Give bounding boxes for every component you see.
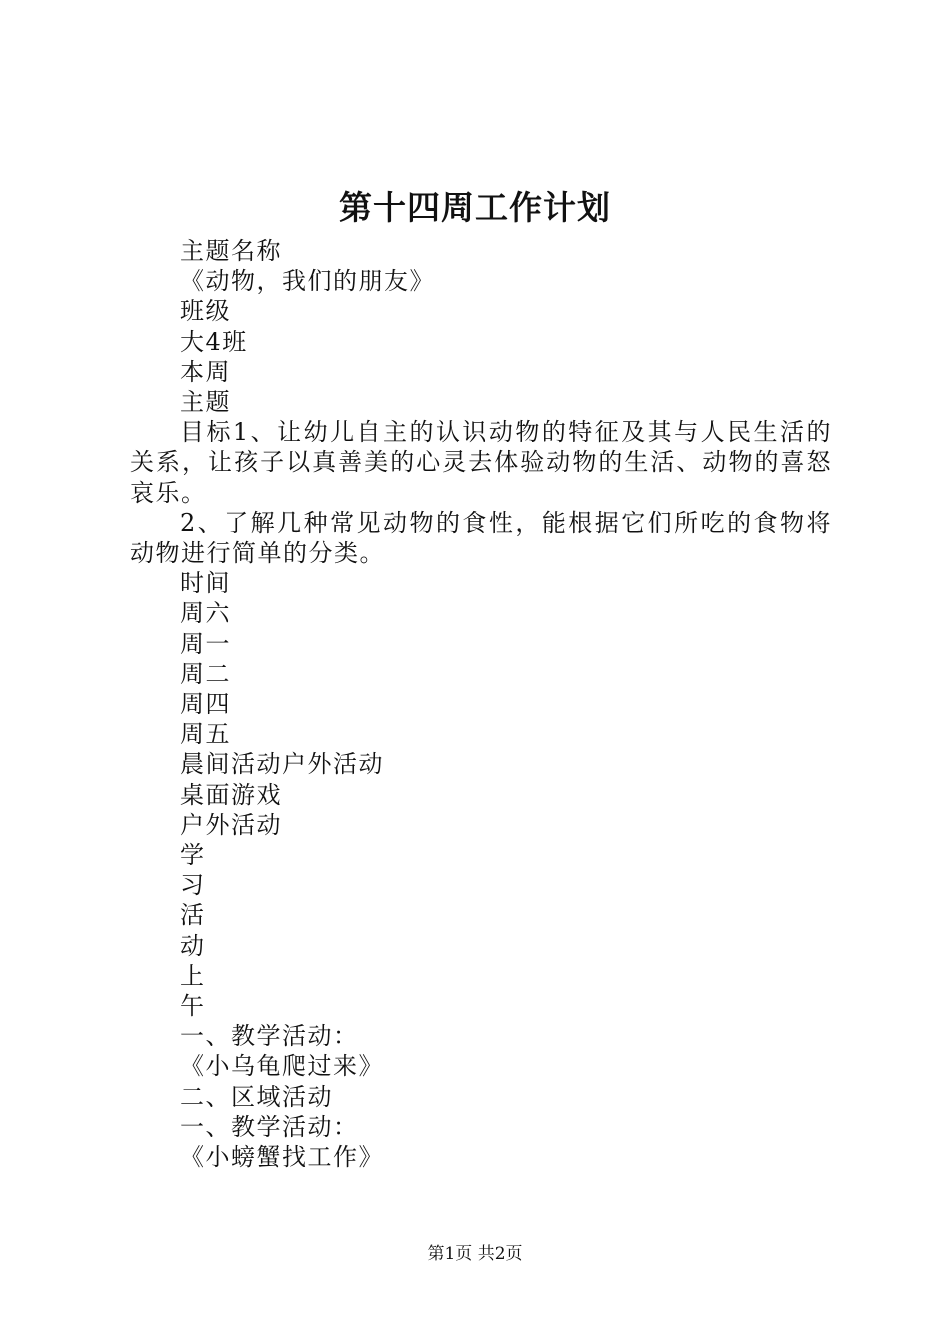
text-line-topic-name-label: 主题名称 [180, 237, 282, 265]
text-line-area-activity: 二、区域活动 [180, 1082, 333, 1111]
text-line-vertical-char-6: 午 [180, 992, 206, 1021]
text-line-teaching-activity-2: 一、教学活动： [180, 1112, 359, 1141]
text-line-vertical-char-1: 学 [180, 841, 206, 870]
text-line-vertical-char-5: 上 [180, 961, 206, 990]
goal-paragraph-1: 目标1、让幼儿自主的认识动物的特征及其与人民生活的关系，让孩子以真善美的心灵去体验动物的生活、动物的喜怒哀乐。 [130, 418, 832, 507]
text-line-class-label: 班级 [180, 297, 231, 326]
text-line-topic-name: 《动物，我们的朋友》 [180, 267, 435, 296]
text-line-tuesday: 周二 [180, 659, 231, 688]
text-line-this-week: 本周 [180, 357, 231, 386]
text-line-class: 大4班 [180, 327, 248, 356]
page-footer-indicator: 第1页 共2页 [427, 1244, 523, 1264]
text-line-outdoor-activities: 户外活动 [180, 810, 282, 839]
text-line-teaching-activity-1: 一、教学活动： [180, 1022, 359, 1051]
text-line-lesson-crab: 《小螃蟹找工作》 [180, 1143, 384, 1172]
document-body [130, 236, 832, 1172]
text-line-thursday: 周四 [180, 690, 231, 719]
text-line-monday: 周一 [180, 629, 231, 658]
text-line-vertical-char-4: 动 [180, 931, 206, 960]
text-line-vertical-char-3: 活 [180, 901, 206, 930]
text-line-vertical-char-2: 习 [180, 871, 206, 900]
text-line-lesson-turtle: 《小乌龟爬过来》 [180, 1052, 384, 1081]
text-line-theme: 主题 [180, 388, 231, 417]
text-line-time-label: 时间 [180, 569, 231, 598]
document-title: 第十四周工作计划 [339, 188, 611, 227]
text-line-friday: 周五 [180, 720, 231, 749]
text-line-table-games: 桌面游戏 [180, 780, 282, 809]
text-line-saturday: 周六 [180, 599, 231, 628]
goal-paragraph-2: 2、了解几种常见动物的食性，能根据它们所吃的食物将动物进行简单的分类。 [130, 508, 832, 568]
text-line-morning-activities: 晨间活动户外活动 [180, 750, 384, 779]
